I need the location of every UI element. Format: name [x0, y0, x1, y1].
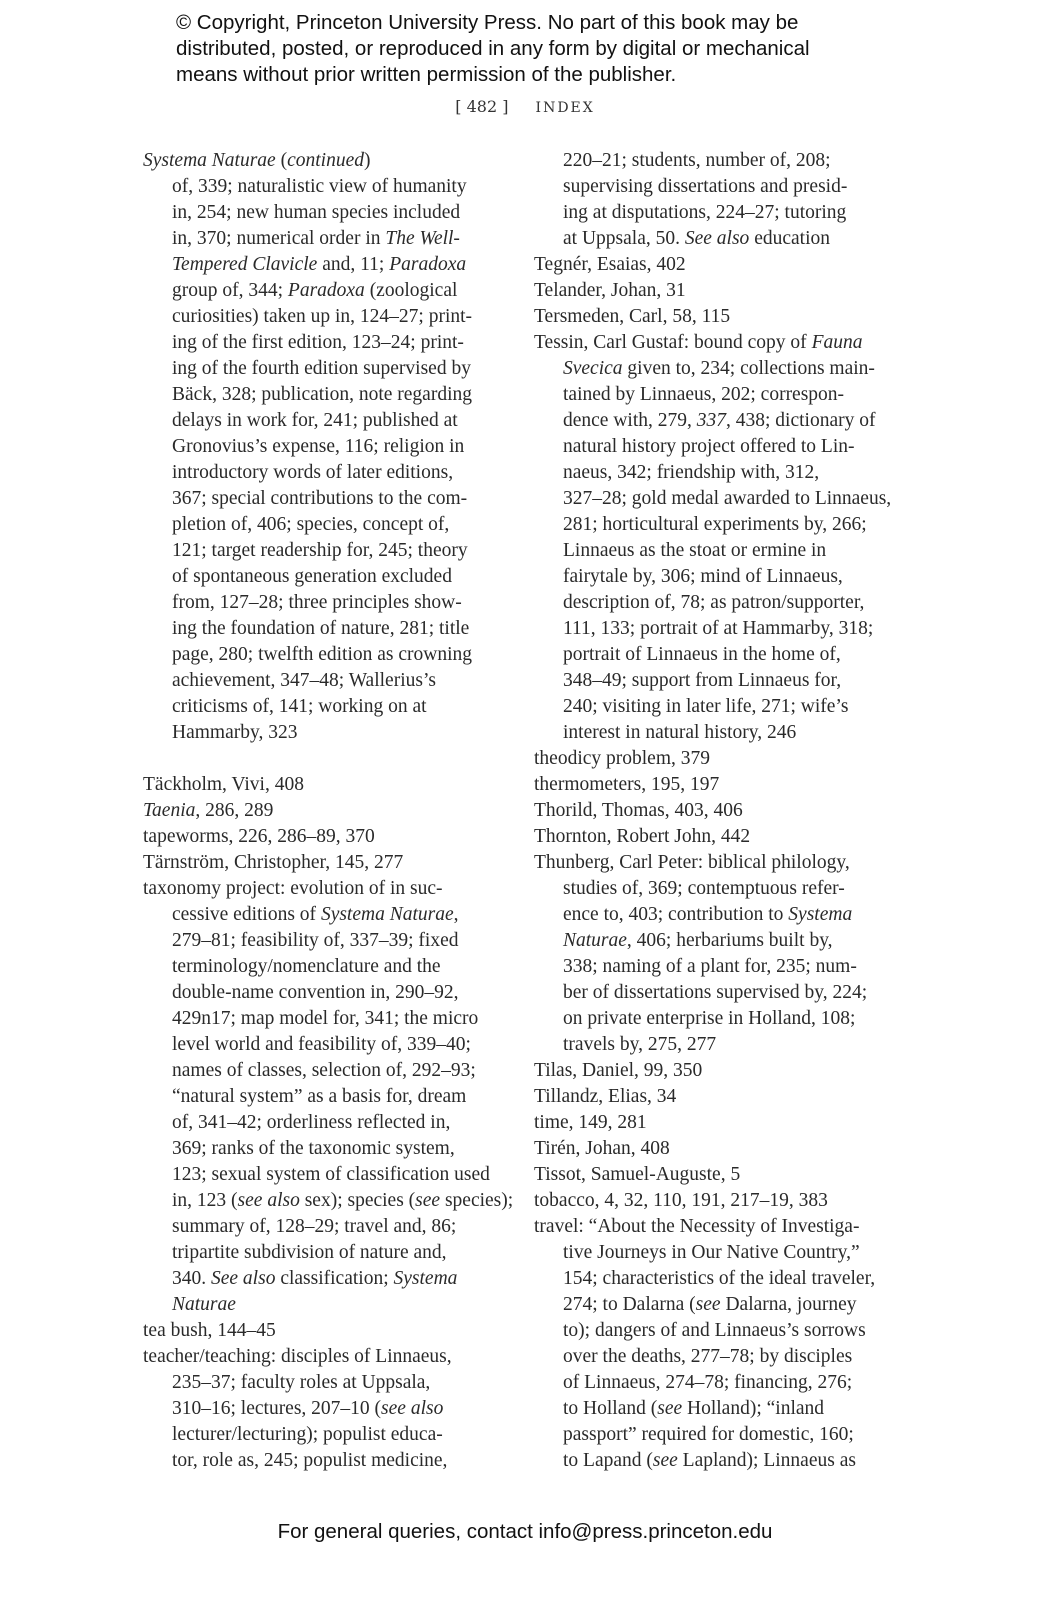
text-run: supervising dissertations and presid-	[563, 176, 848, 197]
entry-subline	[534, 616, 891, 642]
entry-subline	[534, 460, 891, 486]
entry-subline	[143, 590, 513, 616]
entry-heading-line	[534, 1058, 891, 1084]
italic-text-run: Paradoxa	[389, 254, 467, 275]
entry-heading-line	[143, 798, 513, 824]
text-run: over the deaths, 277–78; by disciples	[563, 1346, 853, 1367]
entry-subline	[534, 1292, 891, 1318]
entry-subline	[143, 564, 513, 590]
index-entry	[534, 1188, 891, 1214]
text-run: lecturer/lecturing); populist educa-	[172, 1424, 443, 1445]
entry-heading-line	[534, 1162, 891, 1188]
entry-subline	[143, 980, 513, 1006]
entry-subline	[534, 642, 891, 668]
entry-subline	[534, 1448, 891, 1474]
entry-subline	[143, 330, 513, 356]
index-entry	[143, 1318, 513, 1344]
text-run: Holland); “inland	[682, 1398, 825, 1419]
text-run: 123; sexual system of classification used	[172, 1164, 490, 1185]
entry-subline	[143, 1240, 513, 1266]
index-entry	[534, 1110, 891, 1136]
index-entry	[534, 1162, 891, 1188]
entry-subline	[143, 434, 513, 460]
entry-heading-line	[143, 1344, 513, 1370]
text-run: time, 149, 281	[534, 1112, 647, 1133]
entry-subline	[143, 538, 513, 564]
entry-subline	[534, 512, 891, 538]
index-entry	[143, 148, 513, 746]
entry-subline	[534, 1422, 891, 1448]
entry-subline	[143, 408, 513, 434]
text-run: ing at disputations, 224–27; tutoring	[563, 202, 847, 223]
text-run: tea bush, 144–45	[143, 1320, 276, 1341]
text-run: Lapland); Linnaeus as	[677, 1450, 856, 1471]
entry-heading-line	[534, 824, 891, 850]
italic-text-run: see also	[237, 1190, 300, 1211]
italic-text-run: see	[657, 1398, 683, 1419]
text-run: in, 254; new human species included	[172, 202, 461, 223]
section-title: INDEX	[535, 100, 595, 116]
index-column-left	[143, 148, 513, 1474]
italic-text-run: Svecica	[563, 358, 623, 379]
text-run: Thornton, Robert John, 442	[534, 826, 751, 847]
text-run: Tessin, Carl Gustaf: bound copy of	[534, 332, 812, 353]
entry-subline	[143, 668, 513, 694]
text-run: achievement, 347–48; Wallerius’s	[172, 670, 436, 691]
entry-subline	[534, 382, 891, 408]
copyright-line: means without prior written permission of the publisher.	[176, 63, 677, 86]
text-run: thermometers, 195, 197	[534, 774, 720, 795]
entry-subline	[143, 1032, 513, 1058]
italic-text-run: Systema	[393, 1268, 458, 1289]
entry-heading-line	[534, 278, 891, 304]
text-run: 240; visiting in later life, 271; wife’s	[563, 696, 849, 717]
text-run: criticisms of, 141; working on at	[172, 696, 427, 717]
text-run: ence to, 403; contribution to	[563, 904, 789, 925]
index-entry	[143, 798, 513, 824]
text-run: of spontaneous generation excluded	[172, 566, 452, 587]
entry-subline	[143, 486, 513, 512]
entry-subline	[143, 1266, 513, 1292]
text-run: fairytale by, 306; mind of Linnaeus,	[563, 566, 843, 587]
italic-text-run: see	[695, 1294, 721, 1315]
text-run: , 438; dictionary of	[726, 410, 876, 431]
text-run: in, 370; numerical order in	[172, 228, 386, 249]
entry-subline	[143, 1110, 513, 1136]
entry-subline	[534, 1344, 891, 1370]
entry-subline	[143, 720, 513, 746]
text-run: theodicy problem, 379	[534, 748, 711, 769]
text-run: of Linnaeus, 274–78; financing, 276;	[563, 1372, 853, 1393]
text-run: classification;	[275, 1268, 394, 1289]
entry-subline	[143, 1448, 513, 1474]
entry-subline	[534, 1318, 891, 1344]
text-run: terminology/nomenclature and the	[172, 956, 441, 977]
text-run: Tärnström, Christopher, 145, 277	[143, 852, 404, 873]
entry-subline	[143, 356, 513, 382]
text-run: “natural system” as a basis for, dream	[172, 1086, 467, 1107]
text-run: delays in work for, 241; published at	[172, 410, 458, 431]
italic-text-run: Tempered Clavicle	[172, 254, 318, 275]
text-run: from, 127–28; three principles show-	[172, 592, 462, 613]
text-run: names of classes, selection of, 292–93;	[172, 1060, 476, 1081]
italic-text-run: Paradoxa	[287, 280, 365, 301]
index-entry	[534, 148, 891, 252]
entry-subline	[143, 1084, 513, 1110]
entry-subline	[143, 304, 513, 330]
entry-subline	[534, 356, 891, 382]
italic-text-run: 337	[696, 410, 727, 431]
text-run: species);	[440, 1190, 514, 1211]
text-run: naeus, 342; friendship with, 312,	[563, 462, 820, 483]
text-run: Täckholm, Vivi, 408	[143, 774, 304, 795]
index-entry	[143, 1344, 513, 1474]
index-entry	[534, 798, 891, 824]
entry-subline	[143, 1214, 513, 1240]
entry-subline	[534, 1240, 891, 1266]
entry-subline	[143, 226, 513, 252]
italic-text-run: see	[415, 1190, 441, 1211]
text-run: 429n17; map model for, 341; the micro	[172, 1008, 479, 1029]
entry-subline	[534, 1032, 891, 1058]
text-run: page, 280; twelfth edition as crowning	[172, 644, 473, 665]
text-run: education	[749, 228, 830, 249]
text-run: ,	[453, 904, 459, 925]
entry-subline	[534, 434, 891, 460]
text-run: Hammarby, 323	[172, 722, 298, 743]
italic-text-run: See also	[211, 1268, 276, 1289]
text-run: interest in natural history, 246	[563, 722, 797, 743]
entry-heading-line	[143, 1318, 513, 1344]
text-run: Tersmeden, Carl, 58, 115	[534, 306, 731, 327]
entry-subline	[534, 486, 891, 512]
entry-subline	[143, 1136, 513, 1162]
text-run: Tegnér, Esaias, 402	[534, 254, 686, 275]
entry-subline	[143, 1058, 513, 1084]
italic-text-run: Systema Naturae	[320, 904, 454, 925]
index-entry	[143, 876, 513, 1318]
text-run: Thorild, Thomas, 403, 406	[534, 800, 743, 821]
page-number: [ 482 ]	[455, 97, 509, 116]
entry-subline	[143, 694, 513, 720]
entry-subline	[143, 1006, 513, 1032]
text-run: Bäck, 328; publication, note regarding	[172, 384, 473, 405]
entry-subline	[534, 1266, 891, 1292]
entry-subline	[534, 720, 891, 746]
text-run: )	[363, 150, 371, 171]
text-run: to); dangers of and Linnaeus’s sorrows	[563, 1320, 866, 1341]
entry-subline	[534, 954, 891, 980]
copyright-line: distributed, posted, or reproduced in any form by digital or mechanical	[176, 37, 810, 60]
index-column-right	[534, 148, 891, 1474]
entry-subline	[534, 408, 891, 434]
italic-text-run: The Well-	[385, 228, 460, 249]
text-run: cessive editions of	[172, 904, 321, 925]
entry-heading-line	[143, 772, 513, 798]
entry-subline	[143, 278, 513, 304]
italic-text-run: continued	[287, 150, 364, 171]
index-entry	[143, 850, 513, 876]
text-run: 274; to Dalarna (	[563, 1294, 696, 1315]
entry-subline	[534, 694, 891, 720]
text-run: Tillandz, Elias, 34	[534, 1086, 677, 1107]
text-run: natural history project offered to Lin-	[563, 436, 855, 457]
entry-subline	[534, 928, 891, 954]
text-run: Linnaeus as the stoat or ermine in	[563, 540, 827, 561]
text-run: in, 123 (	[172, 1190, 238, 1211]
index-entry	[534, 824, 891, 850]
text-run: at Uppsala, 50.	[563, 228, 685, 249]
entry-heading-line	[534, 1136, 891, 1162]
text-run: Dalarna, journey	[720, 1294, 857, 1315]
text-run: passport” required for domestic, 160;	[563, 1424, 854, 1445]
entry-subline	[143, 200, 513, 226]
index-entry	[534, 252, 891, 278]
text-run: Telander, Johan, 31	[534, 280, 686, 301]
entry-subline	[534, 980, 891, 1006]
text-run: , 286, 289	[195, 800, 274, 821]
entry-subline	[534, 1396, 891, 1422]
entry-subline	[534, 538, 891, 564]
entry-heading-line	[534, 798, 891, 824]
entry-heading-line	[534, 850, 891, 876]
entry-subline	[143, 642, 513, 668]
italic-text-run: Systema	[788, 904, 853, 925]
entry-subline	[143, 928, 513, 954]
text-run: description of, 78; as patron/supporter,	[563, 592, 865, 613]
entry-subline	[143, 512, 513, 538]
italic-text-run: Naturae	[563, 930, 627, 951]
entry-subline	[534, 668, 891, 694]
entry-subline	[534, 148, 891, 174]
text-run: introductory words of later editions,	[172, 462, 454, 483]
text-run: to Holland (	[563, 1398, 658, 1419]
entry-subline	[143, 1370, 513, 1396]
italic-text-run: Systema Naturae	[143, 150, 276, 171]
text-run: ing of the fourth edition supervised by	[172, 358, 471, 379]
entry-subline	[143, 1188, 513, 1214]
entry-subline	[143, 460, 513, 486]
entry-subline	[143, 954, 513, 980]
entry-heading-line	[534, 746, 891, 772]
index-entry	[143, 824, 513, 850]
text-run: dence with, 279,	[563, 410, 697, 431]
text-run: tive Journeys in Our Native Country,”	[563, 1242, 860, 1263]
text-run: 235–37; faculty roles at Uppsala,	[172, 1372, 431, 1393]
footer-contact: For general queries, contact info@press.princeton.edu	[277, 1520, 773, 1543]
entry-heading-line	[534, 252, 891, 278]
text-run: 281; horticultural experiments by, 266;	[563, 514, 867, 535]
text-run: travel: “About the Necessity of Investiga-	[534, 1216, 860, 1237]
text-run: studies of, 369; contemptuous refer-	[563, 878, 845, 899]
index-entry	[534, 746, 891, 772]
text-run: Gronovius’s expense, 116; religion in	[172, 436, 465, 457]
index-entry	[534, 1084, 891, 1110]
index-entry	[534, 1058, 891, 1084]
entry-heading-line	[143, 876, 513, 902]
index-entry	[534, 1214, 891, 1474]
entry-subline	[534, 902, 891, 928]
entry-subline	[534, 1370, 891, 1396]
entry-heading-line	[534, 772, 891, 798]
text-run: 348–49; support from Linnaeus for,	[563, 670, 842, 691]
text-run: summary of, 128–29; travel and, 86;	[172, 1216, 457, 1237]
entry-subline	[143, 616, 513, 642]
text-run: tained by Linnaeus, 202; correspon-	[563, 384, 845, 405]
entry-subline	[143, 1422, 513, 1448]
italic-text-run: Taenia	[143, 800, 196, 821]
index-entry	[534, 850, 891, 1058]
index-entry	[534, 330, 891, 746]
text-run: tor, role as, 245; populist medicine,	[172, 1450, 448, 1471]
text-run: of, 339; naturalistic view of humanity	[172, 176, 467, 197]
index-entry	[534, 304, 891, 330]
text-run: Tissot, Samuel-Auguste, 5	[534, 1164, 741, 1185]
italic-text-run: Naturae	[172, 1294, 236, 1315]
text-run: travels by, 275, 277	[563, 1034, 717, 1055]
entry-heading-line	[534, 1084, 891, 1110]
text-run: Tilas, Daniel, 99, 350	[534, 1060, 703, 1081]
text-run: 310–16; lectures, 207–10 (	[172, 1398, 382, 1419]
text-run: group of, 344;	[172, 280, 288, 301]
entry-subline	[534, 1006, 891, 1032]
entry-subline	[143, 902, 513, 928]
text-run: taxonomy project: evolution of in suc-	[143, 878, 443, 899]
text-run: 369; ranks of the taxonomic system,	[172, 1138, 455, 1159]
text-run: tobacco, 4, 32, 110, 191, 217–19, 383	[534, 1190, 828, 1211]
text-run: pletion of, 406; species, concept of,	[172, 514, 450, 535]
entry-subline	[143, 382, 513, 408]
entry-heading-line	[534, 330, 891, 356]
text-run: tripartite subdivision of nature and,	[172, 1242, 447, 1263]
text-run: level world and feasibility of, 339–40;	[172, 1034, 471, 1055]
entry-heading-line	[534, 1214, 891, 1240]
text-run: 367; special contributions to the com-	[172, 488, 468, 509]
text-run: 340.	[172, 1268, 211, 1289]
text-run: , 406; herbariums built by,	[626, 930, 833, 951]
text-run: of, 341–42; orderliness reflected in,	[172, 1112, 451, 1133]
text-run: curiosities) taken up in, 124–27; print-	[172, 306, 473, 327]
entry-heading-line	[534, 1110, 891, 1136]
index-entry	[534, 278, 891, 304]
italic-text-run: see also	[381, 1398, 444, 1419]
copyright-notice	[176, 10, 810, 88]
index-entry	[534, 1136, 891, 1162]
text-run: ing the foundation of nature, 281; title	[172, 618, 470, 639]
italic-text-run: Fauna	[811, 332, 863, 353]
entry-heading-line	[143, 824, 513, 850]
text-run: ber of dissertations supervised by, 224;	[563, 982, 868, 1003]
text-run: 154; characteristics of the ideal traveler,	[563, 1268, 876, 1289]
text-run: given to, 234; collections main-	[622, 358, 875, 379]
entry-subline	[534, 876, 891, 902]
entry-heading-line	[143, 850, 513, 876]
entry-subline	[143, 1292, 513, 1318]
text-run: Tirén, Johan, 408	[534, 1138, 670, 1159]
copyright-line: © Copyright, Princeton University Press. No part of this book may be	[176, 11, 799, 34]
text-run: (	[275, 150, 288, 171]
text-run: and, 11;	[317, 254, 390, 275]
text-run: sex); species (	[299, 1190, 416, 1211]
text-run: 279–81; feasibility of, 337–39; fixed	[172, 930, 459, 951]
entry-heading-line	[143, 148, 513, 174]
index-entry	[534, 772, 891, 798]
entry-subline	[534, 200, 891, 226]
text-run: 111, 133; portrait of at Hammarby, 318;	[563, 618, 874, 639]
entry-subline	[143, 174, 513, 200]
entry-subline	[143, 252, 513, 278]
entry-heading-line	[534, 1188, 891, 1214]
text-run: teacher/teaching: disciples of Linnaeus,	[143, 1346, 452, 1367]
entry-heading-line	[534, 304, 891, 330]
index-entry	[143, 772, 513, 798]
text-run: 338; naming of a plant for, 235; num-	[563, 956, 857, 977]
text-run: 220–21; students, number of, 208;	[563, 150, 831, 171]
text-run: (zoological	[364, 280, 458, 301]
entry-subline	[534, 226, 891, 252]
text-run: Thunberg, Carl Peter: biblical philology,	[534, 852, 850, 873]
entry-subline	[534, 564, 891, 590]
text-run: portrait of Linnaeus in the home of,	[563, 644, 841, 665]
text-run: on private enterprise in Holland, 108;	[563, 1008, 856, 1029]
italic-text-run: See also	[684, 228, 750, 249]
running-head	[0, 97, 1050, 116]
entry-subline	[143, 1396, 513, 1422]
entry-subline	[534, 590, 891, 616]
text-run: ing of the first edition, 123–24; print-	[172, 332, 464, 353]
text-run: to Lapand (	[563, 1450, 653, 1471]
entry-subline	[143, 1162, 513, 1188]
entry-subline	[534, 174, 891, 200]
italic-text-run: see	[652, 1450, 678, 1471]
text-run: double-name convention in, 290–92,	[172, 982, 459, 1003]
text-run: 327–28; gold medal awarded to Linnaeus,	[563, 488, 892, 509]
text-run: 121; target readership for, 245; theory	[172, 540, 468, 561]
text-run: tapeworms, 226, 286–89, 370	[143, 826, 375, 847]
